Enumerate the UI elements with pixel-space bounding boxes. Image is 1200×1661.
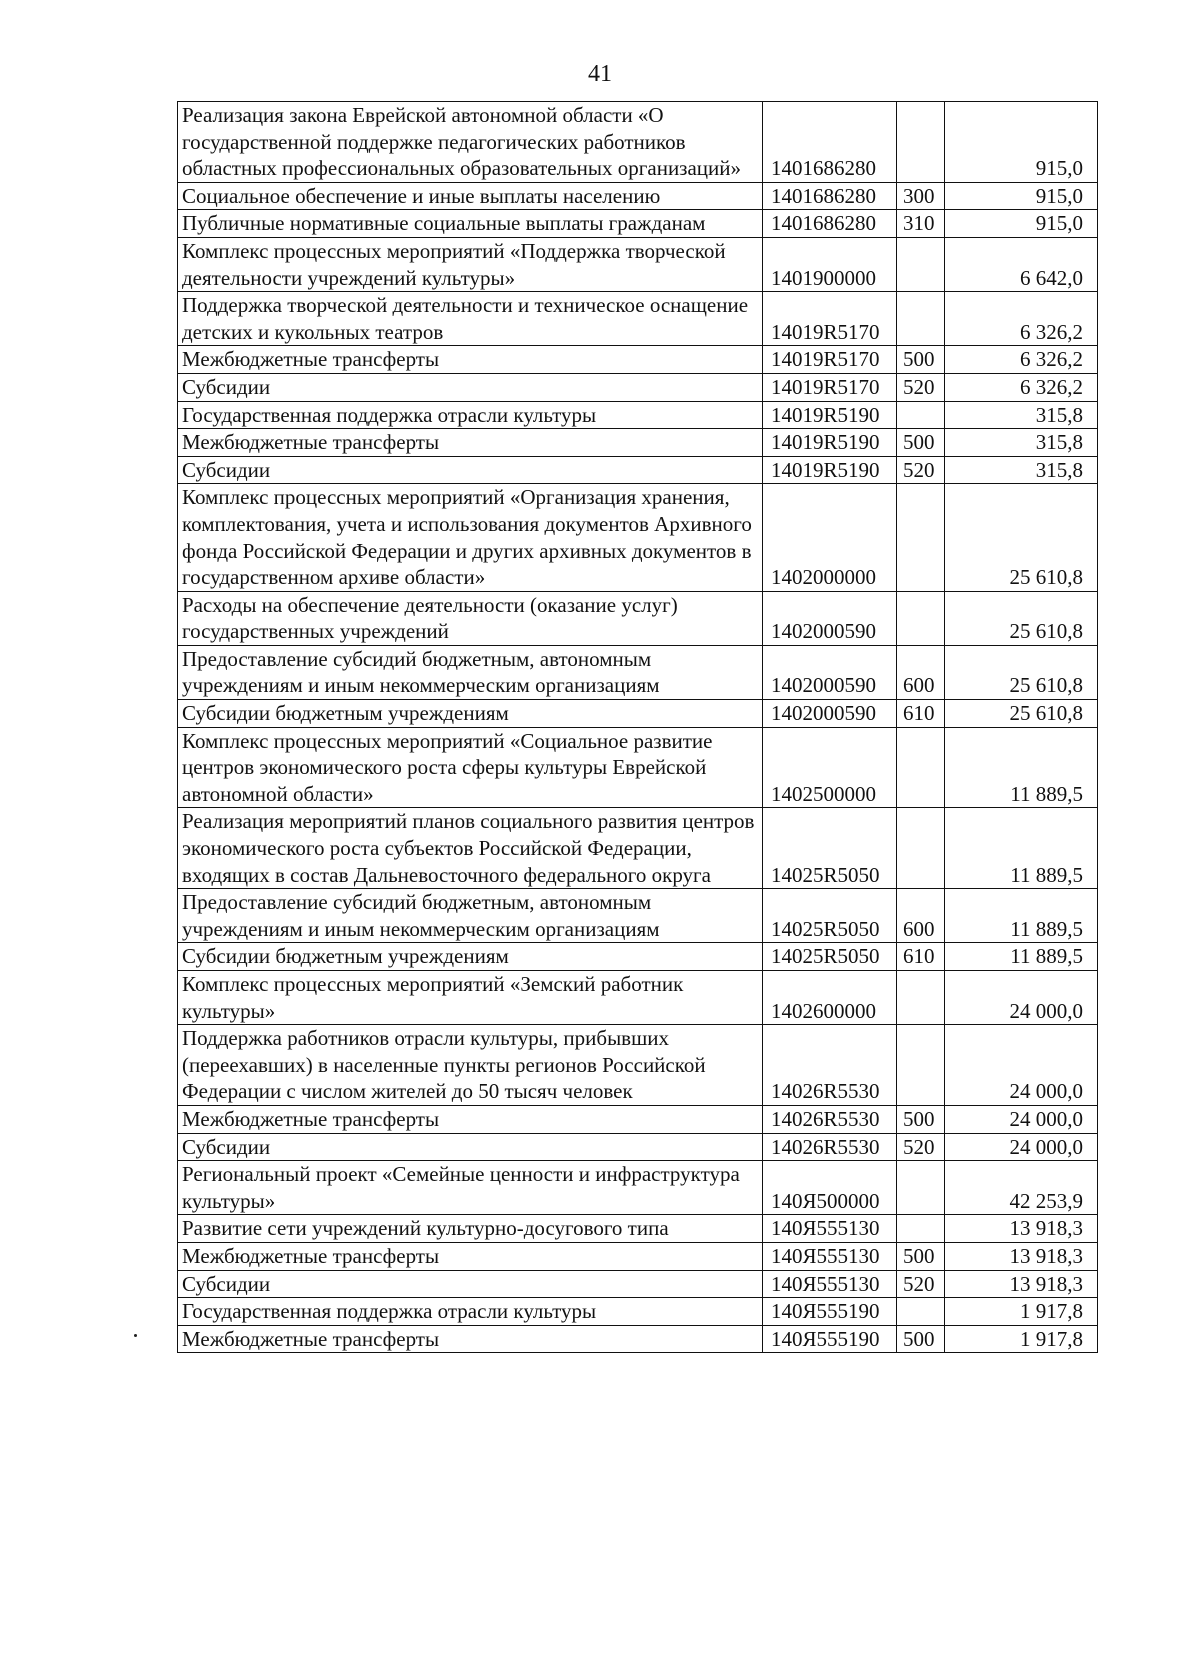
row-name-cell: Комплекс процессных мероприятий «Земский работник культуры» xyxy=(178,971,763,1025)
row-name-cell: Межбюджетные трансферты xyxy=(178,1325,763,1353)
row-type-cell: 310 xyxy=(897,210,945,238)
table-row xyxy=(178,182,1098,210)
row-code-cell: 1402000590 xyxy=(763,591,897,645)
row-type-cell: 520 xyxy=(897,456,945,484)
table-row xyxy=(178,808,1098,889)
row-name-cell: Межбюджетные трансферты xyxy=(178,1242,763,1270)
row-code-cell: 140Я555190 xyxy=(763,1325,897,1353)
row-code-cell: 14025R5050 xyxy=(763,943,897,971)
row-code-cell: 14026R5530 xyxy=(763,1133,897,1161)
row-type-cell: 520 xyxy=(897,1133,945,1161)
row-sum-cell: 24 000,0 xyxy=(945,1133,1098,1161)
row-sum-cell: 6 326,2 xyxy=(945,373,1098,401)
row-sum-cell: 6 326,2 xyxy=(945,346,1098,374)
table-row xyxy=(178,401,1098,429)
row-code-cell: 14019R5190 xyxy=(763,401,897,429)
row-sum-cell: 915,0 xyxy=(945,210,1098,238)
row-sum-cell: 11 889,5 xyxy=(945,889,1098,943)
row-sum-cell: 6 642,0 xyxy=(945,237,1098,291)
table-row xyxy=(178,700,1098,728)
row-type-cell: 500 xyxy=(897,1242,945,1270)
row-type-cell: 600 xyxy=(897,645,945,699)
row-name-cell: Межбюджетные трансферты xyxy=(178,1105,763,1133)
row-sum-cell: 13 918,3 xyxy=(945,1270,1098,1298)
row-type-cell xyxy=(897,102,945,183)
row-sum-cell: 25 610,8 xyxy=(945,591,1098,645)
row-type-cell: 610 xyxy=(897,700,945,728)
row-name-cell: Государственная поддержка отрасли культуры xyxy=(178,401,763,429)
row-type-cell xyxy=(897,1215,945,1243)
row-name-cell: Межбюджетные трансферты xyxy=(178,429,763,457)
row-name-cell: Предоставление субсидий бюджетным, автономным учреждениям и иным некоммерческим организациям xyxy=(178,889,763,943)
row-code-cell: 1401686280 xyxy=(763,182,897,210)
row-sum-cell: 315,8 xyxy=(945,401,1098,429)
row-name-cell: Субсидии бюджетным учреждениям xyxy=(178,700,763,728)
scan-speck xyxy=(134,1334,137,1337)
row-code-cell: 140Я555130 xyxy=(763,1215,897,1243)
row-code-cell: 14019R5190 xyxy=(763,429,897,457)
row-name-cell: Реализация мероприятий планов социального развития центров экономического роста субъектов Российской Федерации, входящих в состав Дальневосточного федерального округа xyxy=(178,808,763,889)
row-sum-cell: 315,8 xyxy=(945,456,1098,484)
row-name-cell: Реализация закона Еврейской автономной области «О государственной поддержке педагогических работников областных профессиональных образовательных организаций» xyxy=(178,102,763,183)
row-type-cell: 600 xyxy=(897,889,945,943)
table-row xyxy=(178,1242,1098,1270)
row-name-cell: Государственная поддержка отрасли культуры xyxy=(178,1298,763,1326)
table-row xyxy=(178,346,1098,374)
row-sum-cell: 25 610,8 xyxy=(945,700,1098,728)
row-name-cell: Субсидии xyxy=(178,1270,763,1298)
table-row xyxy=(178,292,1098,346)
row-sum-cell: 11 889,5 xyxy=(945,808,1098,889)
row-type-cell: 500 xyxy=(897,1105,945,1133)
row-sum-cell: 1 917,8 xyxy=(945,1298,1098,1326)
table-row xyxy=(178,102,1098,183)
row-code-cell: 14025R5050 xyxy=(763,889,897,943)
row-type-cell xyxy=(897,971,945,1025)
row-sum-cell: 11 889,5 xyxy=(945,727,1098,808)
table-row xyxy=(178,1325,1098,1353)
row-sum-cell: 13 918,3 xyxy=(945,1242,1098,1270)
row-name-cell: Поддержка работников отрасли культуры, прибывших (переехавших) в населенные пункты регионов Российской Федерации с числом жителей до 50 тысяч человек xyxy=(178,1025,763,1106)
row-sum-cell: 25 610,8 xyxy=(945,484,1098,591)
table-row xyxy=(178,943,1098,971)
row-code-cell: 1402000590 xyxy=(763,645,897,699)
row-sum-cell: 42 253,9 xyxy=(945,1161,1098,1215)
row-sum-cell: 915,0 xyxy=(945,182,1098,210)
row-sum-cell: 1 917,8 xyxy=(945,1325,1098,1353)
row-type-cell xyxy=(897,808,945,889)
row-type-cell xyxy=(897,1298,945,1326)
table-row xyxy=(178,645,1098,699)
table-row xyxy=(178,373,1098,401)
table-row xyxy=(178,1133,1098,1161)
table-row xyxy=(178,1161,1098,1215)
table-row xyxy=(178,727,1098,808)
budget-table xyxy=(177,101,1098,1353)
row-sum-cell: 24 000,0 xyxy=(945,1025,1098,1106)
row-code-cell: 1401686280 xyxy=(763,210,897,238)
row-code-cell: 14019R5190 xyxy=(763,456,897,484)
row-type-cell xyxy=(897,484,945,591)
row-name-cell: Социальное обеспечение и иные выплаты населению xyxy=(178,182,763,210)
row-name-cell: Расходы на обеспечение деятельности (оказание услуг) государственных учреждений xyxy=(178,591,763,645)
row-code-cell: 1402600000 xyxy=(763,971,897,1025)
row-code-cell: 140Я555130 xyxy=(763,1270,897,1298)
row-type-cell: 500 xyxy=(897,429,945,457)
row-name-cell: Комплекс процессных мероприятий «Организация хранения, комплектования, учета и использования документов Архивного фонда Российской Федерации и других архивных документов в государственном архиве области» xyxy=(178,484,763,591)
row-type-cell xyxy=(897,237,945,291)
table-row xyxy=(178,456,1098,484)
row-sum-cell: 13 918,3 xyxy=(945,1215,1098,1243)
table-row xyxy=(178,1215,1098,1243)
table-row xyxy=(178,1105,1098,1133)
row-code-cell: 1402500000 xyxy=(763,727,897,808)
row-sum-cell: 6 326,2 xyxy=(945,292,1098,346)
row-code-cell: 14019R5170 xyxy=(763,346,897,374)
table-row xyxy=(178,1298,1098,1326)
row-sum-cell: 24 000,0 xyxy=(945,971,1098,1025)
row-name-cell: Поддержка творческой деятельности и техническое оснащение детских и кукольных театров xyxy=(178,292,763,346)
row-sum-cell: 11 889,5 xyxy=(945,943,1098,971)
row-code-cell: 1402000590 xyxy=(763,700,897,728)
table-row xyxy=(178,484,1098,591)
row-type-cell xyxy=(897,292,945,346)
row-name-cell: Субсидии xyxy=(178,1133,763,1161)
table-row xyxy=(178,237,1098,291)
table-row xyxy=(178,889,1098,943)
row-name-cell: Комплекс процессных мероприятий «Социальное развитие центров экономического роста сферы культуры Еврейской автономной области» xyxy=(178,727,763,808)
row-code-cell: 14019R5170 xyxy=(763,292,897,346)
row-sum-cell: 24 000,0 xyxy=(945,1105,1098,1133)
row-code-cell: 14025R5050 xyxy=(763,808,897,889)
row-code-cell: 140Я555190 xyxy=(763,1298,897,1326)
row-type-cell: 500 xyxy=(897,1325,945,1353)
table-row xyxy=(178,1270,1098,1298)
row-type-cell: 520 xyxy=(897,373,945,401)
row-code-cell: 1401686280 xyxy=(763,102,897,183)
row-sum-cell: 25 610,8 xyxy=(945,645,1098,699)
row-name-cell: Субсидии бюджетным учреждениям xyxy=(178,943,763,971)
row-name-cell: Межбюджетные трансферты xyxy=(178,346,763,374)
row-type-cell xyxy=(897,1025,945,1106)
table-row xyxy=(178,1025,1098,1106)
row-code-cell: 1401900000 xyxy=(763,237,897,291)
row-code-cell: 140Я555130 xyxy=(763,1242,897,1270)
budget-table-body xyxy=(178,102,1098,1353)
row-name-cell: Субсидии xyxy=(178,373,763,401)
row-type-cell xyxy=(897,727,945,808)
row-code-cell: 14026R5530 xyxy=(763,1025,897,1106)
row-type-cell xyxy=(897,591,945,645)
row-sum-cell: 915,0 xyxy=(945,102,1098,183)
table-row xyxy=(178,971,1098,1025)
row-code-cell: 140Я500000 xyxy=(763,1161,897,1215)
table-row xyxy=(178,210,1098,238)
row-code-cell: 14026R5530 xyxy=(763,1105,897,1133)
row-name-cell: Развитие сети учреждений культурно-досугового типа xyxy=(178,1215,763,1243)
row-code-cell: 1402000000 xyxy=(763,484,897,591)
row-type-cell xyxy=(897,1161,945,1215)
row-name-cell: Комплекс процессных мероприятий «Поддержка творческой деятельности учреждений культуры» xyxy=(178,237,763,291)
table-row xyxy=(178,429,1098,457)
row-name-cell: Публичные нормативные социальные выплаты гражданам xyxy=(178,210,763,238)
row-type-cell xyxy=(897,401,945,429)
row-type-cell: 500 xyxy=(897,346,945,374)
page-number: 41 xyxy=(588,61,612,87)
row-name-cell: Региональный проект «Семейные ценности и инфраструктура культуры» xyxy=(178,1161,763,1215)
table-row xyxy=(178,591,1098,645)
row-sum-cell: 315,8 xyxy=(945,429,1098,457)
row-name-cell: Субсидии xyxy=(178,456,763,484)
row-type-cell: 520 xyxy=(897,1270,945,1298)
row-code-cell: 14019R5170 xyxy=(763,373,897,401)
row-type-cell: 610 xyxy=(897,943,945,971)
row-name-cell: Предоставление субсидий бюджетным, автономным учреждениям и иным некоммерческим организациям xyxy=(178,645,763,699)
row-type-cell: 300 xyxy=(897,182,945,210)
